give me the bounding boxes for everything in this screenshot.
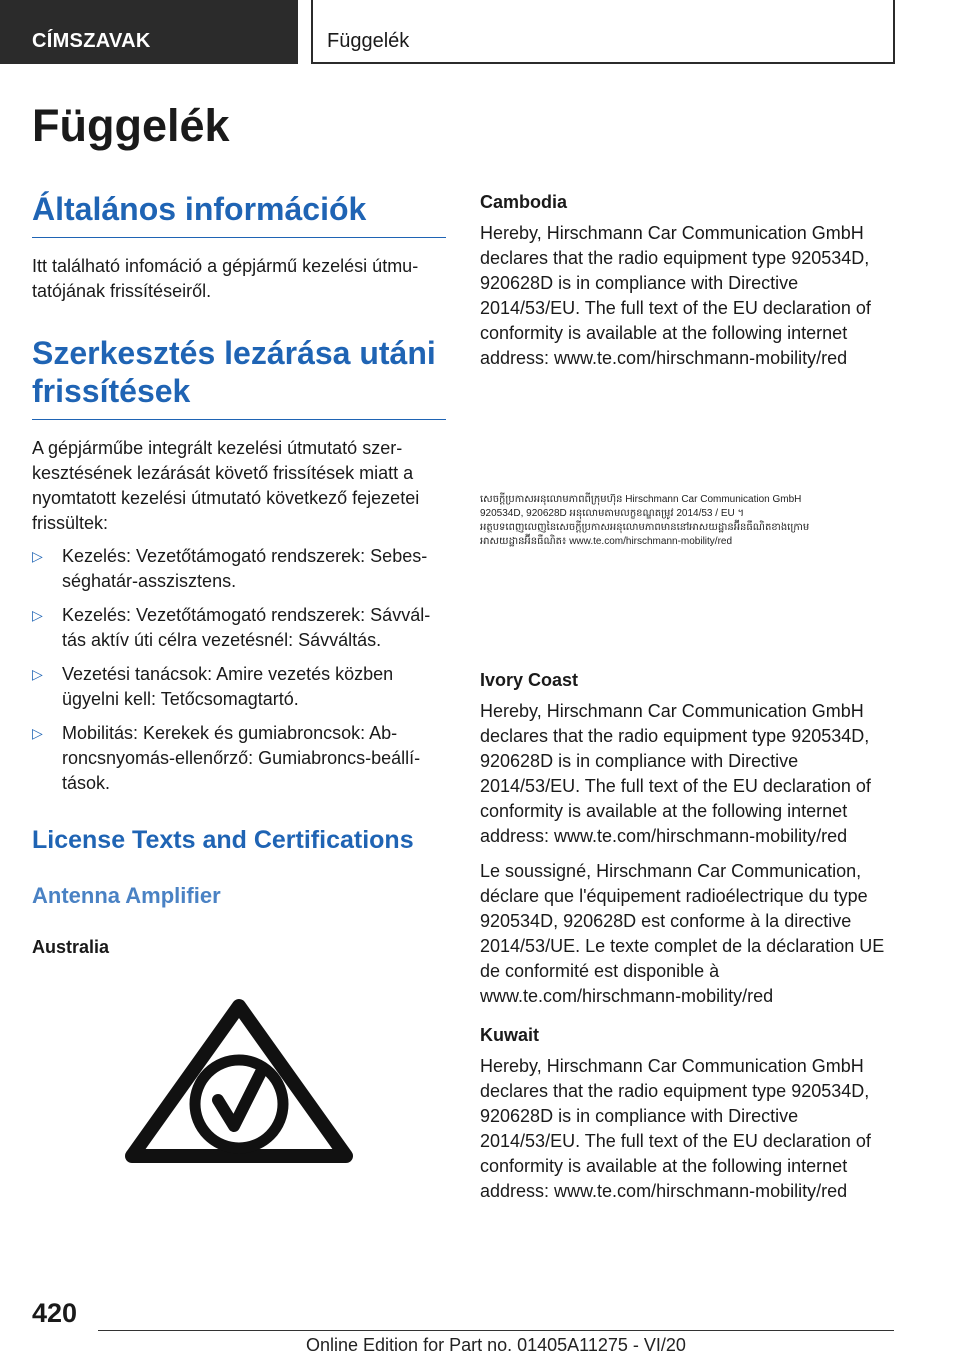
list-item <box>32 603 446 653</box>
footer-divider <box>98 1330 894 1331</box>
right-column-lower <box>480 668 896 1204</box>
section-heading-updates: Szerkesztés lezárása utáni frissítések <box>32 335 436 409</box>
triangle-right-icon: ▷ <box>32 548 43 564</box>
ivory-coast-text-fr: Le soussigné, Hirschmann Car Communication, déclare que l'équipement radioélectrique du type 920534D, 920628D est conforme à la directive 2014/53/UE. Le texte complet de la déclaration UE de conformité est disponible à www.te.com/hirschmann-mobility/red <box>480 861 885 1006</box>
ivory-coast-label: Ivory Coast <box>480 670 579 690</box>
australia-label: Australia <box>32 937 110 957</box>
section-text-updates: A gépjárműbe integrált kezelési útmutató szerkesztésének lezárását követő frissítések miatt a nyomtatott kezelési útmutató következő fejezetei frissültek: <box>32 438 420 533</box>
khmer-line: 920534D, 920628D អនុលោមតាមលក្ខខណ្ឌតម្រូវ 2014/53 / EU ។ <box>480 508 745 519</box>
update-list <box>32 544 446 796</box>
left-column <box>32 190 446 960</box>
list-item <box>32 662 446 712</box>
header-tab-chapter <box>311 0 895 64</box>
section-heading-general: Általános információk <box>32 191 367 227</box>
list-item-text: Kezelés: Vezetőtámogató rendszerek: Sávváltás aktív úti célra vezetésnél: Sávváltás. <box>62 605 431 650</box>
section-divider <box>32 419 446 420</box>
list-item-text: Mobilitás: Kerekek és gumiabroncsok: Abroncsnyomás-ellenőrző: Gumiabroncs-beállítások. <box>62 723 421 793</box>
page-title: Függelék <box>32 100 230 151</box>
right-column <box>480 190 896 371</box>
list-item <box>32 721 446 796</box>
list-item-text: Vezetési tanácsok: Amire vezetés közben ügyelni kell: Tetőcsomagtartó. <box>62 664 394 709</box>
khmer-line: អត្ថបទពេញលេញនៃសេចក្ដីប្រកាសអនុលោមភាពមាននៅអាសយដ្ឋានអ៊ីនធឺណិតខាងក្រោម <box>480 522 810 533</box>
kuwait-text: Hereby, Hirschmann Car Communication GmbH declares that the radio equipment type 920534D, 920628D is in compliance with Directive 2014/53/EU. The full text of the EU declaration of conformity is available at the following internet address: www.te.com/hirschmann-mobility/red <box>480 1056 871 1201</box>
antenna-heading: Antenna Amplifier <box>32 883 221 908</box>
footer-edition: Online Edition for Part no. 01405A11275 - VI/20 <box>306 1335 686 1355</box>
ivory-coast-text-en: Hereby, Hirschmann Car Communication GmbH declares that the radio equipment type 920534D, 920628D is in compliance with Directive 2014/53/EU. The full text of the EU declaration of conformity is available at the following internet address: www.te.com/hirschmann-mobility/red <box>480 701 871 846</box>
page-number: 420 <box>32 1298 78 1328</box>
list-item <box>32 544 446 594</box>
khmer-declaration <box>480 493 890 549</box>
kuwait-label: Kuwait <box>480 1025 540 1045</box>
list-item-text: Kezelés: Vezetőtámogató rendszerek: Sebességhatár-asszisztens. <box>62 546 428 591</box>
section-text-general: Itt található infomáció a gépjármű kezelési útmutatójának frissítéseiről. <box>32 256 419 301</box>
triangle-right-icon: ▷ <box>32 725 43 741</box>
header-tab-chapter-label: Függelék <box>327 30 410 52</box>
khmer-line: អាសយដ្ឋានអ៊ីនធឺណិត៖ www.te.com/hirschmann-mobility/red <box>480 536 733 547</box>
triangle-right-icon: ▷ <box>32 666 43 682</box>
header-tab-index[interactable] <box>0 0 298 64</box>
section-divider <box>32 237 446 238</box>
license-heading: License Texts and Certifications <box>32 826 414 854</box>
khmer-line: សេចក្ដីប្រកាសអនុលោមភាពពីក្រុមហ៊ុន Hirschmann Car Communication GmbH <box>480 494 802 505</box>
header-tab-index-label: CÍMSZAVAK <box>32 30 151 52</box>
cambodia-label: Cambodia <box>480 192 568 212</box>
triangle-right-icon: ▷ <box>32 607 43 623</box>
rcm-compliance-mark-icon <box>124 996 354 1166</box>
cambodia-text: Hereby, Hirschmann Car Communication GmbH declares that the radio equipment type 920534D, 920628D is in compliance with Directive 2014/53/EU. The full text of the EU declaration of conformity is available at the following internet address: www.te.com/hirschmann-mobility/red <box>480 223 871 368</box>
